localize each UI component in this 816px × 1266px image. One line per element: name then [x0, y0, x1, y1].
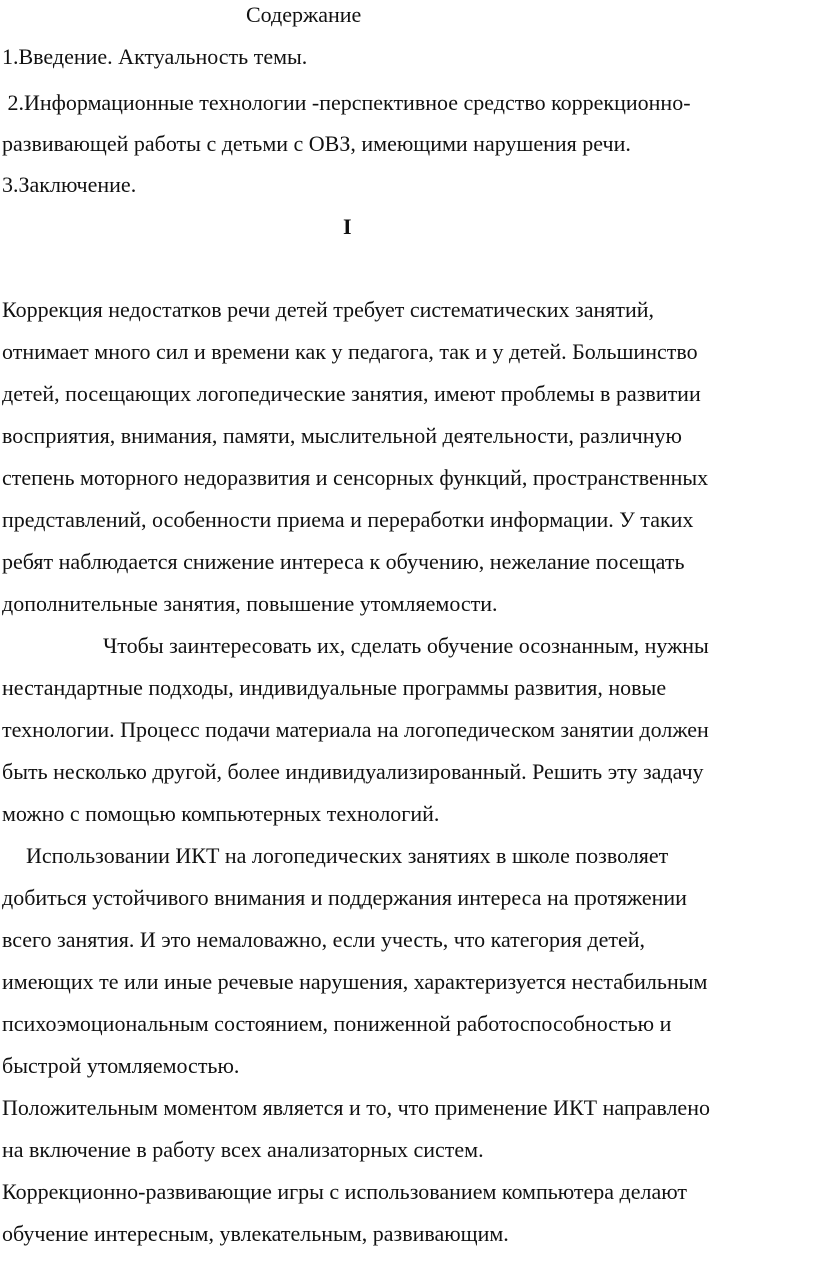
- paragraph-1-line: степень моторного недоразвития и сенсорных функций, пространственных: [2, 465, 709, 490]
- paragraph-1-line: дополнительные занятия, повышение утомляемости.: [2, 591, 498, 616]
- paragraph-3-line: добиться устойчивого внимания и поддержания интереса на протяжении: [2, 885, 687, 910]
- paragraph-1-line: представлений, особенности приема и переработки информации. У таких: [2, 507, 694, 532]
- paragraph-3-line: Использовании ИКТ на логопедических занятиях в школе позволяет: [26, 843, 669, 868]
- toc-item-3: 3.Заключение.: [2, 172, 137, 197]
- toc-title: Содержание: [246, 2, 362, 27]
- toc-item-2-line-2: развивающей работы с детьми с ОВЗ, имеющими нарушения речи.: [2, 131, 631, 156]
- paragraph-3-line: всего занятия. И это немаловажно, если учесть, что категория детей,: [2, 927, 646, 952]
- paragraph-1-line: восприятия, внимания, памяти, мыслительной деятельности, различную: [2, 423, 682, 448]
- paragraph-1-line: Коррекция недостатков речи детей требует систематических занятий,: [2, 297, 655, 322]
- paragraph-4-line: Положительным моментом является и то, что применение ИКТ направлено: [2, 1095, 710, 1120]
- paragraph-5-line: Коррекционно-развивающие игры с использованием компьютера делают: [2, 1179, 688, 1204]
- paragraph-4-line: на включение в работу всех анализаторных систем.: [2, 1137, 484, 1162]
- paragraph-1-line: детей, посещающих логопедические занятия, имеют проблемы в развитии: [2, 381, 701, 406]
- paragraph-2-line: Чтобы заинтересовать их, сделать обучение осознанным, нужны: [103, 633, 709, 658]
- paragraph-2-line: технологии. Процесс подачи материала на логопедическом занятии должен: [2, 717, 709, 742]
- paragraph-1-line: отнимает много сил и времени как у педагога, так и у детей. Большинство: [2, 339, 698, 364]
- toc-item-2-line-1: 2.Информационные технологии -перспективное средство коррекционно-: [2, 90, 691, 115]
- paragraph-3-line: психоэмоциональным состоянием, пониженной работоспособностью и: [2, 1011, 672, 1036]
- paragraph-3-line: быстрой утомляемостью.: [2, 1053, 240, 1078]
- toc-item-1: 1.Введение. Актуальность темы.: [2, 44, 308, 69]
- paragraph-3-line: имеющих те или иные речевые нарушения, характеризуется нестабильным: [2, 969, 708, 994]
- paragraph-1-line: ребят наблюдается снижение интереса к обучению, нежелание посещать: [2, 549, 685, 574]
- paragraph-2-line: можно с помощью компьютерных технологий.: [2, 801, 440, 826]
- paragraph-2-line: быть несколько другой, более индивидуализированный. Решить эту задачу: [2, 759, 704, 784]
- paragraph-2-line: нестандартные подходы, индивидуальные программы развития, новые: [2, 675, 667, 700]
- paragraph-5-line: обучение интересным, увлекательным, развивающим.: [2, 1221, 509, 1246]
- section-numeral: I: [343, 214, 352, 239]
